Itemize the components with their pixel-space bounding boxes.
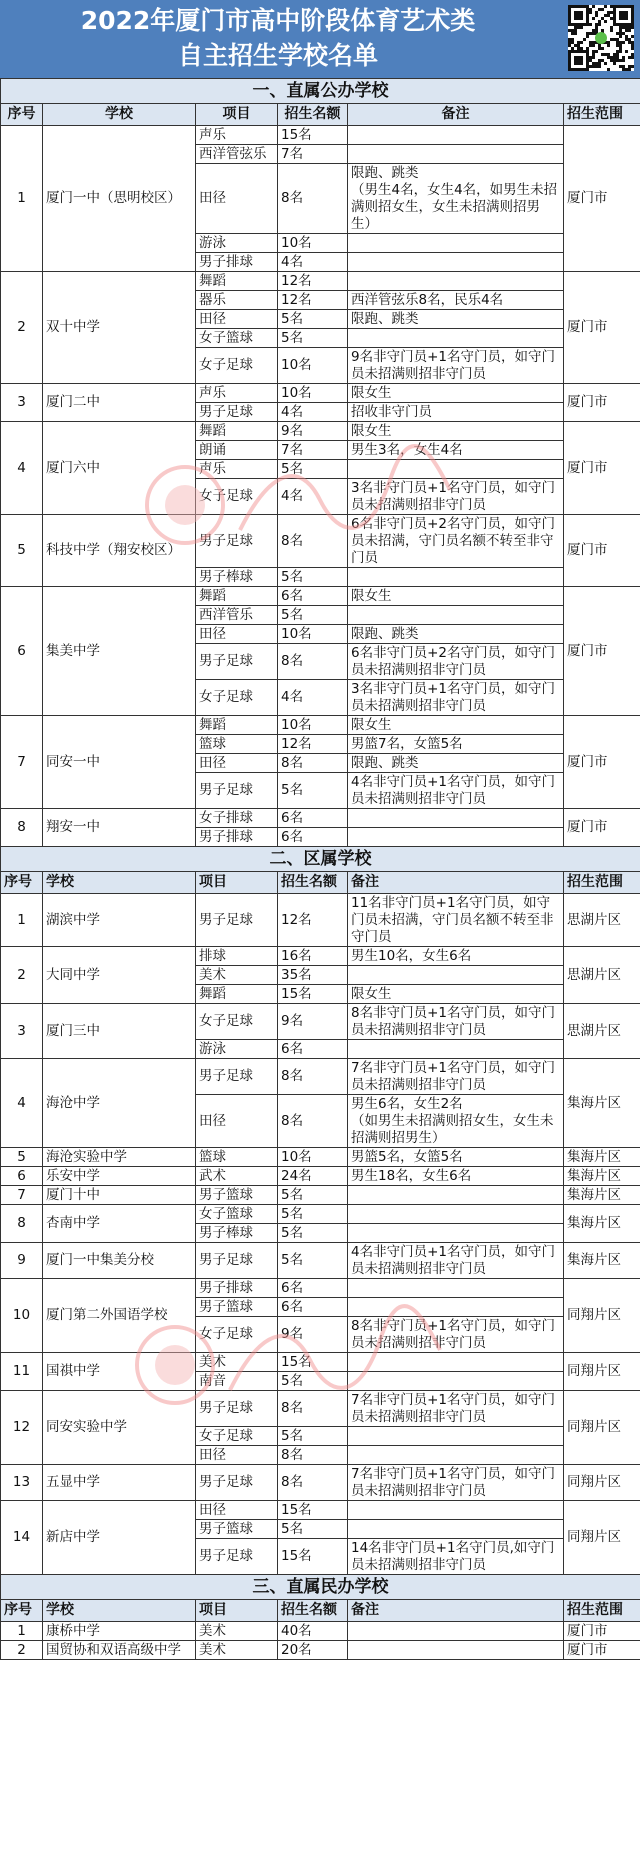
scope-cell: 集海片区 bbox=[564, 1205, 640, 1243]
scope-cell: 思湖片区 bbox=[564, 947, 640, 1004]
school-name: 厦门二中 bbox=[43, 384, 196, 422]
note-cell: 男篮7名，女篮5名 bbox=[348, 735, 564, 754]
header-no: 序号 bbox=[1, 872, 43, 894]
page-subtitle: 自主招生学校名单 bbox=[177, 41, 378, 70]
school-name: 厦门十中 bbox=[43, 1186, 196, 1205]
school-name: 厦门第二外国语学校 bbox=[43, 1279, 196, 1353]
row-number: 11 bbox=[1, 1353, 43, 1391]
quota-cell: 8名 bbox=[278, 515, 348, 568]
table-row bbox=[1, 1148, 640, 1167]
scope-cell: 集海片区 bbox=[564, 1243, 640, 1279]
program-cell: 田径 bbox=[196, 754, 278, 773]
note-cell: 男篮5名，女篮5名 bbox=[348, 1148, 564, 1167]
row-number: 3 bbox=[1, 384, 43, 422]
row-number: 5 bbox=[1, 1148, 43, 1167]
quota-cell: 15名 bbox=[278, 1501, 348, 1520]
quota-cell: 7名 bbox=[278, 145, 348, 164]
note-cell bbox=[348, 253, 564, 272]
quota-cell: 8名 bbox=[278, 644, 348, 680]
note-cell: 男生18名，女生6名 bbox=[348, 1167, 564, 1186]
quota-cell: 12名 bbox=[278, 735, 348, 754]
row-number: 3 bbox=[1, 1004, 43, 1059]
quota-cell: 5名 bbox=[278, 1520, 348, 1539]
quota-cell: 6名 bbox=[278, 587, 348, 606]
quota-cell: 5名 bbox=[278, 1186, 348, 1205]
scope-cell: 同翔片区 bbox=[564, 1501, 640, 1575]
scope-cell: 厦门市 bbox=[564, 1622, 640, 1641]
scope-cell: 厦门市 bbox=[564, 587, 640, 716]
quota-cell: 5名 bbox=[278, 1224, 348, 1243]
table-row bbox=[1, 1186, 640, 1205]
header-scope: 招生范围 bbox=[564, 104, 640, 126]
scope-cell: 厦门市 bbox=[564, 272, 640, 384]
column-header-row bbox=[1, 1600, 640, 1622]
section-title: 三、直属民办学校 bbox=[1, 1575, 640, 1600]
program-cell: 男子篮球 bbox=[196, 1298, 278, 1317]
program-cell: 女子足球 bbox=[196, 348, 278, 384]
row-number: 2 bbox=[1, 1641, 43, 1660]
school-name: 海沧中学 bbox=[43, 1059, 196, 1148]
note-cell: 9名非守门员+1名守门员，如守门员未招满则招非守门员 bbox=[348, 348, 564, 384]
note-cell bbox=[348, 460, 564, 479]
scope-cell: 集海片区 bbox=[564, 1186, 640, 1205]
program-cell: 田径 bbox=[196, 1446, 278, 1465]
table-row bbox=[1, 809, 640, 828]
row-number: 8 bbox=[1, 809, 43, 847]
note-cell: 限跑、跳类 bbox=[348, 625, 564, 644]
table-row bbox=[1, 1279, 640, 1298]
table-row bbox=[1, 1167, 640, 1186]
note-cell bbox=[348, 1641, 564, 1660]
note-cell bbox=[348, 1040, 564, 1059]
program-cell: 舞蹈 bbox=[196, 272, 278, 291]
section-title: 二、区属学校 bbox=[1, 847, 640, 872]
program-cell: 男子排球 bbox=[196, 1279, 278, 1298]
scope-cell: 思湖片区 bbox=[564, 1004, 640, 1059]
scope-cell: 厦门市 bbox=[564, 126, 640, 272]
note-cell bbox=[348, 606, 564, 625]
program-cell: 男子足球 bbox=[196, 894, 278, 947]
program-cell: 女子篮球 bbox=[196, 1205, 278, 1224]
scope-cell: 思湖片区 bbox=[564, 894, 640, 947]
quota-cell: 5名 bbox=[278, 606, 348, 625]
quota-cell: 8名 bbox=[278, 1465, 348, 1501]
quota-cell: 10名 bbox=[278, 625, 348, 644]
note-cell: 6名非守门员+2名守门员，如守门员未招满则招非守门员 bbox=[348, 644, 564, 680]
row-number: 10 bbox=[1, 1279, 43, 1353]
quota-cell: 9名 bbox=[278, 1317, 348, 1353]
program-cell: 游泳 bbox=[196, 1040, 278, 1059]
program-cell: 田径 bbox=[196, 310, 278, 329]
school-name: 科技中学（翔安校区） bbox=[43, 515, 196, 587]
program-cell: 女子足球 bbox=[196, 479, 278, 515]
program-cell: 女子排球 bbox=[196, 809, 278, 828]
note-cell bbox=[348, 1353, 564, 1372]
header-note: 备注 bbox=[348, 1600, 564, 1622]
quota-cell: 6名 bbox=[278, 1279, 348, 1298]
note-cell: 4名非守门员+1名守门员，如守门员未招满则招非守门员 bbox=[348, 773, 564, 809]
quota-cell: 15名 bbox=[278, 985, 348, 1004]
header-no: 序号 bbox=[1, 1600, 43, 1622]
program-cell: 声乐 bbox=[196, 126, 278, 145]
table-row bbox=[1, 515, 640, 568]
school-name: 杏南中学 bbox=[43, 1205, 196, 1243]
quota-cell: 8名 bbox=[278, 754, 348, 773]
program-cell: 篮球 bbox=[196, 1148, 278, 1167]
school-name: 厦门三中 bbox=[43, 1004, 196, 1059]
header-quota: 招生名额 bbox=[278, 872, 348, 894]
scope-cell: 同翔片区 bbox=[564, 1391, 640, 1465]
quota-cell: 5名 bbox=[278, 1427, 348, 1446]
quota-cell: 15名 bbox=[278, 126, 348, 145]
school-name: 新店中学 bbox=[43, 1501, 196, 1575]
note-cell: 3名非守门员+1名守门员，如守门员未招满则招非守门员 bbox=[348, 479, 564, 515]
note-cell: 限跑、跳类 （男生4名，女生4名，如男生未招满则招女生，女生未招满则招男生） bbox=[348, 164, 564, 234]
section-header bbox=[1, 847, 640, 872]
note-cell bbox=[348, 1520, 564, 1539]
note-cell: 7名非守门员+1名守门员，如守门员未招满则招非守门员 bbox=[348, 1465, 564, 1501]
note-cell bbox=[348, 145, 564, 164]
school-name: 乐安中学 bbox=[43, 1167, 196, 1186]
school-name: 海沧实验中学 bbox=[43, 1148, 196, 1167]
section-header bbox=[1, 1575, 640, 1600]
row-number: 8 bbox=[1, 1205, 43, 1243]
program-cell: 男子足球 bbox=[196, 403, 278, 422]
quota-cell: 8名 bbox=[278, 1391, 348, 1427]
school-name: 双十中学 bbox=[43, 272, 196, 384]
program-cell: 田径 bbox=[196, 1501, 278, 1520]
program-cell: 田径 bbox=[196, 164, 278, 234]
note-cell bbox=[348, 329, 564, 348]
program-cell: 男子篮球 bbox=[196, 1186, 278, 1205]
scope-cell: 集海片区 bbox=[564, 1148, 640, 1167]
school-name: 大同中学 bbox=[43, 947, 196, 1004]
scope-cell: 厦门市 bbox=[564, 1641, 640, 1660]
header-program: 项目 bbox=[196, 872, 278, 894]
row-number: 1 bbox=[1, 126, 43, 272]
scope-cell: 厦门市 bbox=[564, 809, 640, 847]
row-number: 5 bbox=[1, 515, 43, 587]
header-program: 项目 bbox=[196, 1600, 278, 1622]
note-cell: 8名非守门员+1名守门员，如守门员未招满则招非守门员 bbox=[348, 1004, 564, 1040]
quota-cell: 12名 bbox=[278, 894, 348, 947]
program-cell: 男子足球 bbox=[196, 644, 278, 680]
quota-cell: 4名 bbox=[278, 479, 348, 515]
quota-cell: 6名 bbox=[278, 809, 348, 828]
note-cell bbox=[348, 1186, 564, 1205]
quota-cell: 8名 bbox=[278, 164, 348, 234]
school-name: 集美中学 bbox=[43, 587, 196, 716]
table-row bbox=[1, 126, 640, 145]
note-cell bbox=[348, 809, 564, 828]
row-number: 6 bbox=[1, 587, 43, 716]
note-cell: 男生10名，女生6名 bbox=[348, 947, 564, 966]
row-number: 1 bbox=[1, 894, 43, 947]
program-cell: 南音 bbox=[196, 1372, 278, 1391]
table-row bbox=[1, 1353, 640, 1372]
row-number: 9 bbox=[1, 1243, 43, 1279]
note-cell: 限女生 bbox=[348, 384, 564, 403]
header-quota: 招生名额 bbox=[278, 104, 348, 126]
note-cell: 6名非守门员+2名守门员，如守门员未招满，守门员名额不转至非守门员 bbox=[348, 515, 564, 568]
row-number: 12 bbox=[1, 1391, 43, 1465]
quota-cell: 10名 bbox=[278, 384, 348, 403]
quota-cell: 4名 bbox=[278, 253, 348, 272]
table-row bbox=[1, 422, 640, 441]
program-cell: 男子排球 bbox=[196, 828, 278, 847]
quota-cell: 5名 bbox=[278, 568, 348, 587]
quota-cell: 9名 bbox=[278, 422, 348, 441]
program-cell: 男子足球 bbox=[196, 1059, 278, 1095]
note-cell: 限跑、跳类 bbox=[348, 754, 564, 773]
note-cell: 招收非守门员 bbox=[348, 403, 564, 422]
note-cell bbox=[348, 1205, 564, 1224]
note-cell bbox=[348, 1224, 564, 1243]
quota-cell: 24名 bbox=[278, 1167, 348, 1186]
program-cell: 排球 bbox=[196, 947, 278, 966]
table-row bbox=[1, 716, 640, 735]
row-number: 1 bbox=[1, 1622, 43, 1641]
quota-cell: 10名 bbox=[278, 234, 348, 253]
program-cell: 舞蹈 bbox=[196, 716, 278, 735]
quota-cell: 35名 bbox=[278, 966, 348, 985]
header-quota: 招生名额 bbox=[278, 1600, 348, 1622]
row-number: 2 bbox=[1, 272, 43, 384]
program-cell: 男子篮球 bbox=[196, 1520, 278, 1539]
scope-cell: 同翔片区 bbox=[564, 1465, 640, 1501]
header-school: 学校 bbox=[43, 104, 196, 126]
note-cell: 限女生 bbox=[348, 587, 564, 606]
table-row bbox=[1, 1004, 640, 1040]
table-row bbox=[1, 1391, 640, 1427]
row-number: 13 bbox=[1, 1465, 43, 1501]
scope-cell: 集海片区 bbox=[564, 1167, 640, 1186]
school-name: 五显中学 bbox=[43, 1465, 196, 1501]
scope-cell: 厦门市 bbox=[564, 716, 640, 809]
note-cell: 男生6名，女生2名 （如男生未招满则招女生，女生未招满则招男生） bbox=[348, 1095, 564, 1148]
row-number: 14 bbox=[1, 1501, 43, 1575]
note-cell: 限跑、跳类 bbox=[348, 310, 564, 329]
program-cell: 男子足球 bbox=[196, 515, 278, 568]
note-cell: 4名非守门员+1名守门员，如守门员未招满则招非守门员 bbox=[348, 1243, 564, 1279]
program-cell: 美术 bbox=[196, 966, 278, 985]
program-cell: 西洋管乐 bbox=[196, 606, 278, 625]
note-cell: 限女生 bbox=[348, 985, 564, 1004]
note-cell bbox=[348, 272, 564, 291]
table-row bbox=[1, 1243, 640, 1279]
note-cell: 7名非守门员+1名守门员，如守门员未招满则招非守门员 bbox=[348, 1391, 564, 1427]
program-cell: 男子足球 bbox=[196, 1243, 278, 1279]
program-cell: 男子棒球 bbox=[196, 568, 278, 587]
row-number: 6 bbox=[1, 1167, 43, 1186]
table-row bbox=[1, 894, 640, 947]
note-cell bbox=[348, 568, 564, 587]
quota-cell: 20名 bbox=[278, 1641, 348, 1660]
program-cell: 舞蹈 bbox=[196, 985, 278, 1004]
program-cell: 女子足球 bbox=[196, 1317, 278, 1353]
school-name: 同安一中 bbox=[43, 716, 196, 809]
school-name: 翔安一中 bbox=[43, 809, 196, 847]
note-cell: 限女生 bbox=[348, 716, 564, 735]
note-cell bbox=[348, 1298, 564, 1317]
quota-cell: 8名 bbox=[278, 1095, 348, 1148]
header-no: 序号 bbox=[1, 104, 43, 126]
quota-cell: 10名 bbox=[278, 348, 348, 384]
page-title: 2022年厦门市高中阶段体育艺术类 bbox=[80, 6, 476, 35]
quota-cell: 4名 bbox=[278, 680, 348, 716]
program-cell: 声乐 bbox=[196, 384, 278, 403]
school-name: 国祺中学 bbox=[43, 1353, 196, 1391]
table-row bbox=[1, 1205, 640, 1224]
quota-cell: 5名 bbox=[278, 1372, 348, 1391]
note-cell bbox=[348, 1501, 564, 1520]
program-cell: 美术 bbox=[196, 1622, 278, 1641]
school-name: 康桥中学 bbox=[43, 1622, 196, 1641]
note-cell bbox=[348, 1446, 564, 1465]
program-cell: 美术 bbox=[196, 1353, 278, 1372]
qr-code-icon bbox=[568, 5, 634, 71]
quota-cell: 6名 bbox=[278, 1040, 348, 1059]
note-cell bbox=[348, 966, 564, 985]
program-cell: 女子足球 bbox=[196, 1004, 278, 1040]
row-number: 7 bbox=[1, 716, 43, 809]
program-cell: 美术 bbox=[196, 1641, 278, 1660]
column-header-row bbox=[1, 104, 640, 126]
quota-cell: 5名 bbox=[278, 1205, 348, 1224]
program-cell: 男子足球 bbox=[196, 1391, 278, 1427]
school-name: 厦门一中（思明校区） bbox=[43, 126, 196, 272]
program-cell: 篮球 bbox=[196, 735, 278, 754]
program-cell: 田径 bbox=[196, 1095, 278, 1148]
quota-cell: 5名 bbox=[278, 310, 348, 329]
school-name: 国贸协和双语高级中学 bbox=[43, 1641, 196, 1660]
section-header bbox=[1, 79, 640, 104]
table-row bbox=[1, 587, 640, 606]
note-cell: 11名非守门员+1名守门员，如守门员未招满，守门员名额不转至非守门员 bbox=[348, 894, 564, 947]
note-cell: 西洋管弦乐8名，民乐4名 bbox=[348, 291, 564, 310]
quota-cell: 15名 bbox=[278, 1353, 348, 1372]
quota-cell: 16名 bbox=[278, 947, 348, 966]
note-cell bbox=[348, 234, 564, 253]
note-cell: 3名非守门员+1名守门员，如守门员未招满则招非守门员 bbox=[348, 680, 564, 716]
note-cell bbox=[348, 1427, 564, 1446]
program-cell: 朗诵 bbox=[196, 441, 278, 460]
admission-table bbox=[0, 78, 640, 1660]
program-cell: 男子足球 bbox=[196, 1465, 278, 1501]
program-cell: 舞蹈 bbox=[196, 422, 278, 441]
scope-cell: 厦门市 bbox=[564, 422, 640, 515]
school-name: 厦门六中 bbox=[43, 422, 196, 515]
program-cell: 器乐 bbox=[196, 291, 278, 310]
program-cell: 游泳 bbox=[196, 234, 278, 253]
scope-cell: 厦门市 bbox=[564, 515, 640, 587]
quota-cell: 15名 bbox=[278, 1539, 348, 1575]
row-number: 7 bbox=[1, 1186, 43, 1205]
note-cell: 14名非守门员+1名守门员,如守门员未招满则招非守门员 bbox=[348, 1539, 564, 1575]
note-cell bbox=[348, 1372, 564, 1391]
table-row bbox=[1, 272, 640, 291]
quota-cell: 5名 bbox=[278, 1243, 348, 1279]
program-cell: 女子足球 bbox=[196, 680, 278, 716]
note-cell: 限女生 bbox=[348, 422, 564, 441]
table-row bbox=[1, 1641, 640, 1660]
quota-cell: 7名 bbox=[278, 441, 348, 460]
table-row bbox=[1, 1465, 640, 1501]
quota-cell: 8名 bbox=[278, 1446, 348, 1465]
quota-cell: 5名 bbox=[278, 329, 348, 348]
program-cell: 女子足球 bbox=[196, 1427, 278, 1446]
program-cell: 声乐 bbox=[196, 460, 278, 479]
note-cell bbox=[348, 1279, 564, 1298]
table-row bbox=[1, 1501, 640, 1520]
header-note: 备注 bbox=[348, 104, 564, 126]
program-cell: 男子足球 bbox=[196, 1539, 278, 1575]
section-title: 一、直属公办学校 bbox=[1, 79, 640, 104]
quota-cell: 6名 bbox=[278, 1298, 348, 1317]
quota-cell: 12名 bbox=[278, 272, 348, 291]
scope-cell: 厦门市 bbox=[564, 384, 640, 422]
school-name: 厦门一中集美分校 bbox=[43, 1243, 196, 1279]
quota-cell: 9名 bbox=[278, 1004, 348, 1040]
program-cell: 女子篮球 bbox=[196, 329, 278, 348]
header-scope: 招生范围 bbox=[564, 872, 640, 894]
scope-cell: 集海片区 bbox=[564, 1059, 640, 1148]
program-cell: 舞蹈 bbox=[196, 587, 278, 606]
program-cell: 田径 bbox=[196, 625, 278, 644]
program-cell: 男子排球 bbox=[196, 253, 278, 272]
note-cell bbox=[348, 828, 564, 847]
scope-cell: 同翔片区 bbox=[564, 1279, 640, 1353]
quota-cell: 5名 bbox=[278, 460, 348, 479]
note-cell: 8名非守门员+1名守门员，如守门员未招满则招非守门员 bbox=[348, 1317, 564, 1353]
quota-cell: 10名 bbox=[278, 1148, 348, 1167]
quota-cell: 12名 bbox=[278, 291, 348, 310]
quota-cell: 5名 bbox=[278, 773, 348, 809]
quota-cell: 10名 bbox=[278, 716, 348, 735]
program-cell: 男子足球 bbox=[196, 773, 278, 809]
scope-cell: 同翔片区 bbox=[564, 1353, 640, 1391]
note-cell: 7名非守门员+1名守门员，如守门员未招满则招非守门员 bbox=[348, 1059, 564, 1095]
header-scope: 招生范围 bbox=[564, 1600, 640, 1622]
school-name: 同安实验中学 bbox=[43, 1391, 196, 1465]
note-cell bbox=[348, 1622, 564, 1641]
header-school: 学校 bbox=[43, 1600, 196, 1622]
page-header bbox=[0, 0, 640, 78]
quota-cell: 40名 bbox=[278, 1622, 348, 1641]
quota-cell: 6名 bbox=[278, 828, 348, 847]
table-row bbox=[1, 1622, 640, 1641]
row-number: 4 bbox=[1, 422, 43, 515]
header-school: 学校 bbox=[43, 872, 196, 894]
row-number: 4 bbox=[1, 1059, 43, 1148]
note-cell bbox=[348, 126, 564, 145]
header-note: 备注 bbox=[348, 872, 564, 894]
school-name: 湖滨中学 bbox=[43, 894, 196, 947]
program-cell: 男子棒球 bbox=[196, 1224, 278, 1243]
program-cell: 武术 bbox=[196, 1167, 278, 1186]
table-row bbox=[1, 1059, 640, 1095]
table-row bbox=[1, 947, 640, 966]
row-number: 2 bbox=[1, 947, 43, 1004]
header-program: 项目 bbox=[196, 104, 278, 126]
table-row bbox=[1, 384, 640, 403]
note-cell: 男生3名，女生4名 bbox=[348, 441, 564, 460]
quota-cell: 8名 bbox=[278, 1059, 348, 1095]
program-cell: 西洋管弦乐 bbox=[196, 145, 278, 164]
quota-cell: 4名 bbox=[278, 403, 348, 422]
column-header-row bbox=[1, 872, 640, 894]
